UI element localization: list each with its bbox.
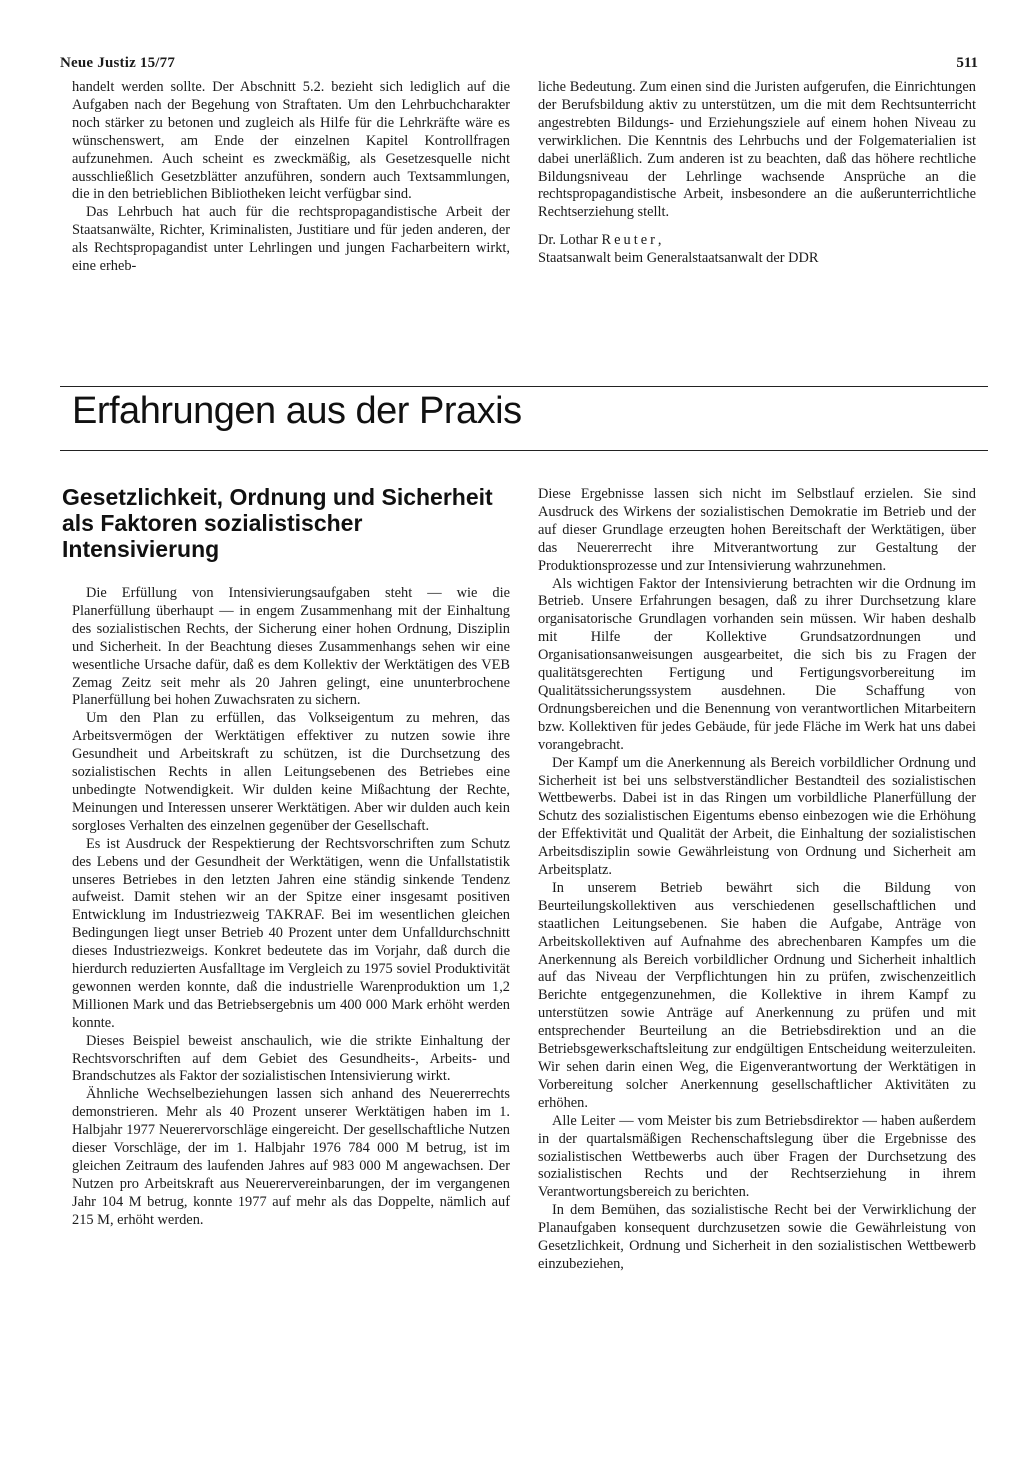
paragraph: In unserem Betrieb bewährt sich die Bildung von Beurteilungskollektiven aus verschiedenen gesellschaftlichen und staatlichen Leitungsebenen. Sie haben die Aufgabe, Anträge von Arbeitskollektiven auf Aufnahme des abrechenbaren Kampfes um die Anerkennung als Bereich vorbildlicher Ordnung und Sicherheit inhaltlich auf das Niveau der Verpflichtungen hin zu prüfen, zwischenzeitlich Berichte entgegenzunehmen, die Kollektive in ihrem Kampf zu unterstützen sowie Anträge auf Anerkennung zu prüfen und mit entsprechender Beurteilung an die Betriebsdirektion und an die Betriebsgewerkschaftsleitung zur endgültigen Entscheidung weiterzuleiten. Wir sehen darin einen Weg, die Eigenverantwortung der Werktätigen in Vorbereitung solcher Anerkennung gesellschaftlicher Aktivitäten zu erhöhen. bbox=[538, 879, 976, 1111]
author-suffix: , bbox=[657, 232, 662, 249]
paragraph: In dem Bemühen, das sozialistische Recht bei der Verwirklichung der Planaufgaben konsequent durchzusetzen sowie die Gewährleistung von Gesetzlichkeit, Ordnung und Sicherheit in den sozialistischen Wettbewerb einzubeziehen, bbox=[538, 1202, 976, 1272]
running-head bbox=[60, 55, 978, 75]
paragraph: Um den Plan zu erfüllen, das Volkseigentum zu mehren, das Arbeitsvermögen der Werktätigen effektiver zu nutzen sowie ihre Gesundheit und Arbeitskraft zu schützen, ist die Durchsetzung des sozialistischen Rechts in allen Leitungsebenen des Betriebes eine unbedingte Notwendigkeit. Wir dulden keine Mißachtung der Rechte, Meinungen und Interessen unserer Werktätigen. Aber wir dulden auch kein sorgloses Verhalten des einzelnen gegenüber der Gesellschaft. bbox=[72, 710, 510, 834]
article-right-column bbox=[538, 486, 976, 1274]
paragraph: Die Erfüllung von Intensivierungsaufgaben steht — wie die Planerfüllung überhaupt — in engem Zusammenhang mit der Einhaltung des sozialistischen Rechts, der Sicherung einer hohen Ordnung, Disziplin und Sicherheit. In der Beachtung dieses Zusammenhangs sehen wir eine wesentliche Ursache dafür, daß es dem Kollektiv der Werktätigen des VEB Zemag Zeitz seit mehr als 20 Jahren gelingt, eine ununterbrochene Planerfüllung bei hohen Zuwachsraten zu sichern. bbox=[72, 585, 510, 709]
section-rule-bottom bbox=[60, 450, 988, 451]
section-title: Erfahrungen aus der Praxis bbox=[72, 390, 522, 432]
top-right-column bbox=[538, 79, 976, 267]
section-rule-top bbox=[60, 386, 988, 387]
article-title-line: Gesetzlichkeit, Ordnung und Sicherheit bbox=[62, 484, 493, 510]
article-title-line: als Faktoren sozialistischer bbox=[62, 510, 363, 536]
journal-title: Neue Justiz 15/77 bbox=[60, 55, 176, 71]
author-prefix: Dr. Lothar bbox=[538, 232, 602, 249]
paragraph: liche Bedeutung. Zum einen sind die Juristen aufgerufen, die Einrichtungen der Berufsbildung aktiv zu unterstützen, um die mit dem Rechtsunterricht angestrebten Bildungs- und Erziehungsziele auf einem hohen Niveau zu verwirklichen. Die Kenntnis des Lehrbuchs und der Folgematerialien ist dabei unerläßlich. Zum anderen ist zu beachten, daß das höhere rechtliche Bildungsniveau der Lehrlinge wachsende Ansprüche an die rechtspropagandistische Arbeit, insbesondere an die außerunterrichtliche Rechtserziehung stellt. bbox=[538, 79, 976, 221]
paragraph: Es ist Ausdruck der Respektierung der Rechtsvorschriften zum Schutz des Lebens und der Gesundheit der Werktätigen, wenn die Unfallstatistik unseres Betriebes in den letzten Jahren eine ständig sinkende Tendenz aufweist. Damit stehen wir an der Spitze einer insgesamt positiven Entwicklung im Industriezweig TAKRAF. Bei im wesentlichen gleichen Bedingungen liegt unser Betrieb 40 Prozent unter dem Unfalldurchschnitt dieses Industriezweigs. Konkret bedeutete das im Vorjahr, daß durch die hierdurch reduzierten Ausfalltage im Vergleich zu 1975 soviel Produktivität gewonnen werden konnte, daß die industrielle Warenproduktion um 1,2 Millionen Mark und das Betriebsergebnis um 400 000 Mark erhöht werden konnte. bbox=[72, 835, 510, 1031]
paragraph: Als wichtigen Faktor der Intensivierung betrachten wir die Ordnung im Betrieb. Unsere Erfahrungen besagen, daß zu ihrer Durchsetzung klare organisatorische Grundlagen vorhanden sein müssen. Wir haben deshalb mit Hilfe der Kollektive Grundsatzordnungen und Organisationsanweisungen ausgearbeitet, die sich bis zu Fragen der qualitätsgerechten Fertigung und Fertigungsvorbereitung im Qualitätssicherungssystem ausdehnen. Die Schaffung von Ordnungsbereichen und die Benennung von verantwortlichen Mitarbeitern bzw. Kollektiven für jedes Gebäude, für jede Fläche im Werk hat uns dabei vorangebracht. bbox=[538, 575, 976, 753]
article-left-column bbox=[72, 585, 510, 1230]
author-signature bbox=[538, 231, 976, 267]
author-surname: Reuter bbox=[601, 232, 658, 249]
page-number: 511 bbox=[956, 55, 978, 71]
article-title-line: Intensivierung bbox=[62, 536, 220, 562]
top-left-column bbox=[72, 79, 510, 276]
paragraph: Das Lehrbuch hat auch für die rechtspropagandistische Arbeit der Staatsanwälte, Richter, Kriminalisten, Justitiare und für jeden anderen, der als Rechtspropagandist unter Lehrlingen und jungen Facharbeitern wirkt, eine erheb- bbox=[72, 204, 510, 275]
paragraph: handelt werden sollte. Der Abschnitt 5.2. bezieht sich lediglich auf die Aufgaben nach der Begehung von Straftaten. Um den Lehrbuchcharakter noch stärker zu betonen und zugleich als Hilfe für die Lehrkräfte wäre es wünschenswert, am Ende der einzelnen Kapitel Kontrollfragen aufzunehmen. Auch scheint es zweckmäßig, als Gesetzesquelle nicht ausschließlich Gesetzblätter anzuführen, sondern auch Textsammlungen, die in den betrieblichen Bibliotheken leicht verfügbar sind. bbox=[72, 79, 510, 203]
author-line bbox=[538, 231, 976, 249]
author-title: Staatsanwalt beim Generalstaatsanwalt der DDR bbox=[538, 250, 819, 267]
paragraph: Dieses Beispiel beweist anschaulich, wie die strikte Einhaltung der Rechtsvorschriften auf dem Gebiet des Gesundheits-, Arbeits- und Brandschutzes als Faktor der sozialistischen Intensivierung wirkt. bbox=[72, 1032, 510, 1085]
paragraph: Ähnliche Wechselbeziehungen lassen sich anhand des Neuererrechts demonstrieren. Mehr als 40 Prozent unserer Werktätigen haben im 1. Halbjahr 1977 Neuerervorschläge eingereicht. Der gesellschaftliche Nutzen dieser Vorschläge, der im 1. Halbjahr 1976 784 000 M betrug, ist im gleichen Zeitraum des laufenden Jahres auf 983 000 M angewachsen. Der Nutzen pro Arbeitskraft aus Neuerervereinbarungen, der im vergangenen Jahr 104 M betrug, konnte 1977 auf mehr als das Doppelte, nämlich auf 215 M, erhöht werden. bbox=[72, 1086, 510, 1228]
paragraph: Der Kampf um die Anerkennung als Bereich vorbildlicher Ordnung und Sicherheit ist bei uns selbstverständlicher Bestandteil des sozialistischen Wettbewerbs. Dabei ist in das Ringen um vorbildliche Planerfüllung der Schutz des sozialistischen Eigentums ebenso einbezogen wie die Erhöhung der Effektivität und Qualität der Arbeit, die Einhaltung der sozialistischen Arbeitsdisziplin sowie Gewährleistung von Ordnung und Sicherheit am Arbeitsplatz. bbox=[538, 754, 976, 879]
paragraph: Alle Leiter — vom Meister bis zum Betriebsdirektor — haben außerdem in der quartalsmäßigen Rechenschaftslegung über die Ergebnisse des sozialistischen Wettbewerbs auch über Fragen der Durchsetzung des sozialistischen Rechts und der Rechtserziehung in ihrem Verantwortungsbereich zu berichten. bbox=[538, 1112, 976, 1201]
paragraph: Diese Ergebnisse lassen sich nicht im Selbstlauf erzielen. Sie sind Ausdruck des Wirkens der sozialistischen Demokratie im Betrieb und der auf dieser Grundlage erzeugten hohen Bereitschaft der Werktätigen, über das Neuererrecht ihre Mitverantwortung zur Gestaltung der Produktionsprozesse und zur Intensivierung wahrzunehmen. bbox=[538, 486, 976, 574]
article-title bbox=[62, 484, 512, 562]
